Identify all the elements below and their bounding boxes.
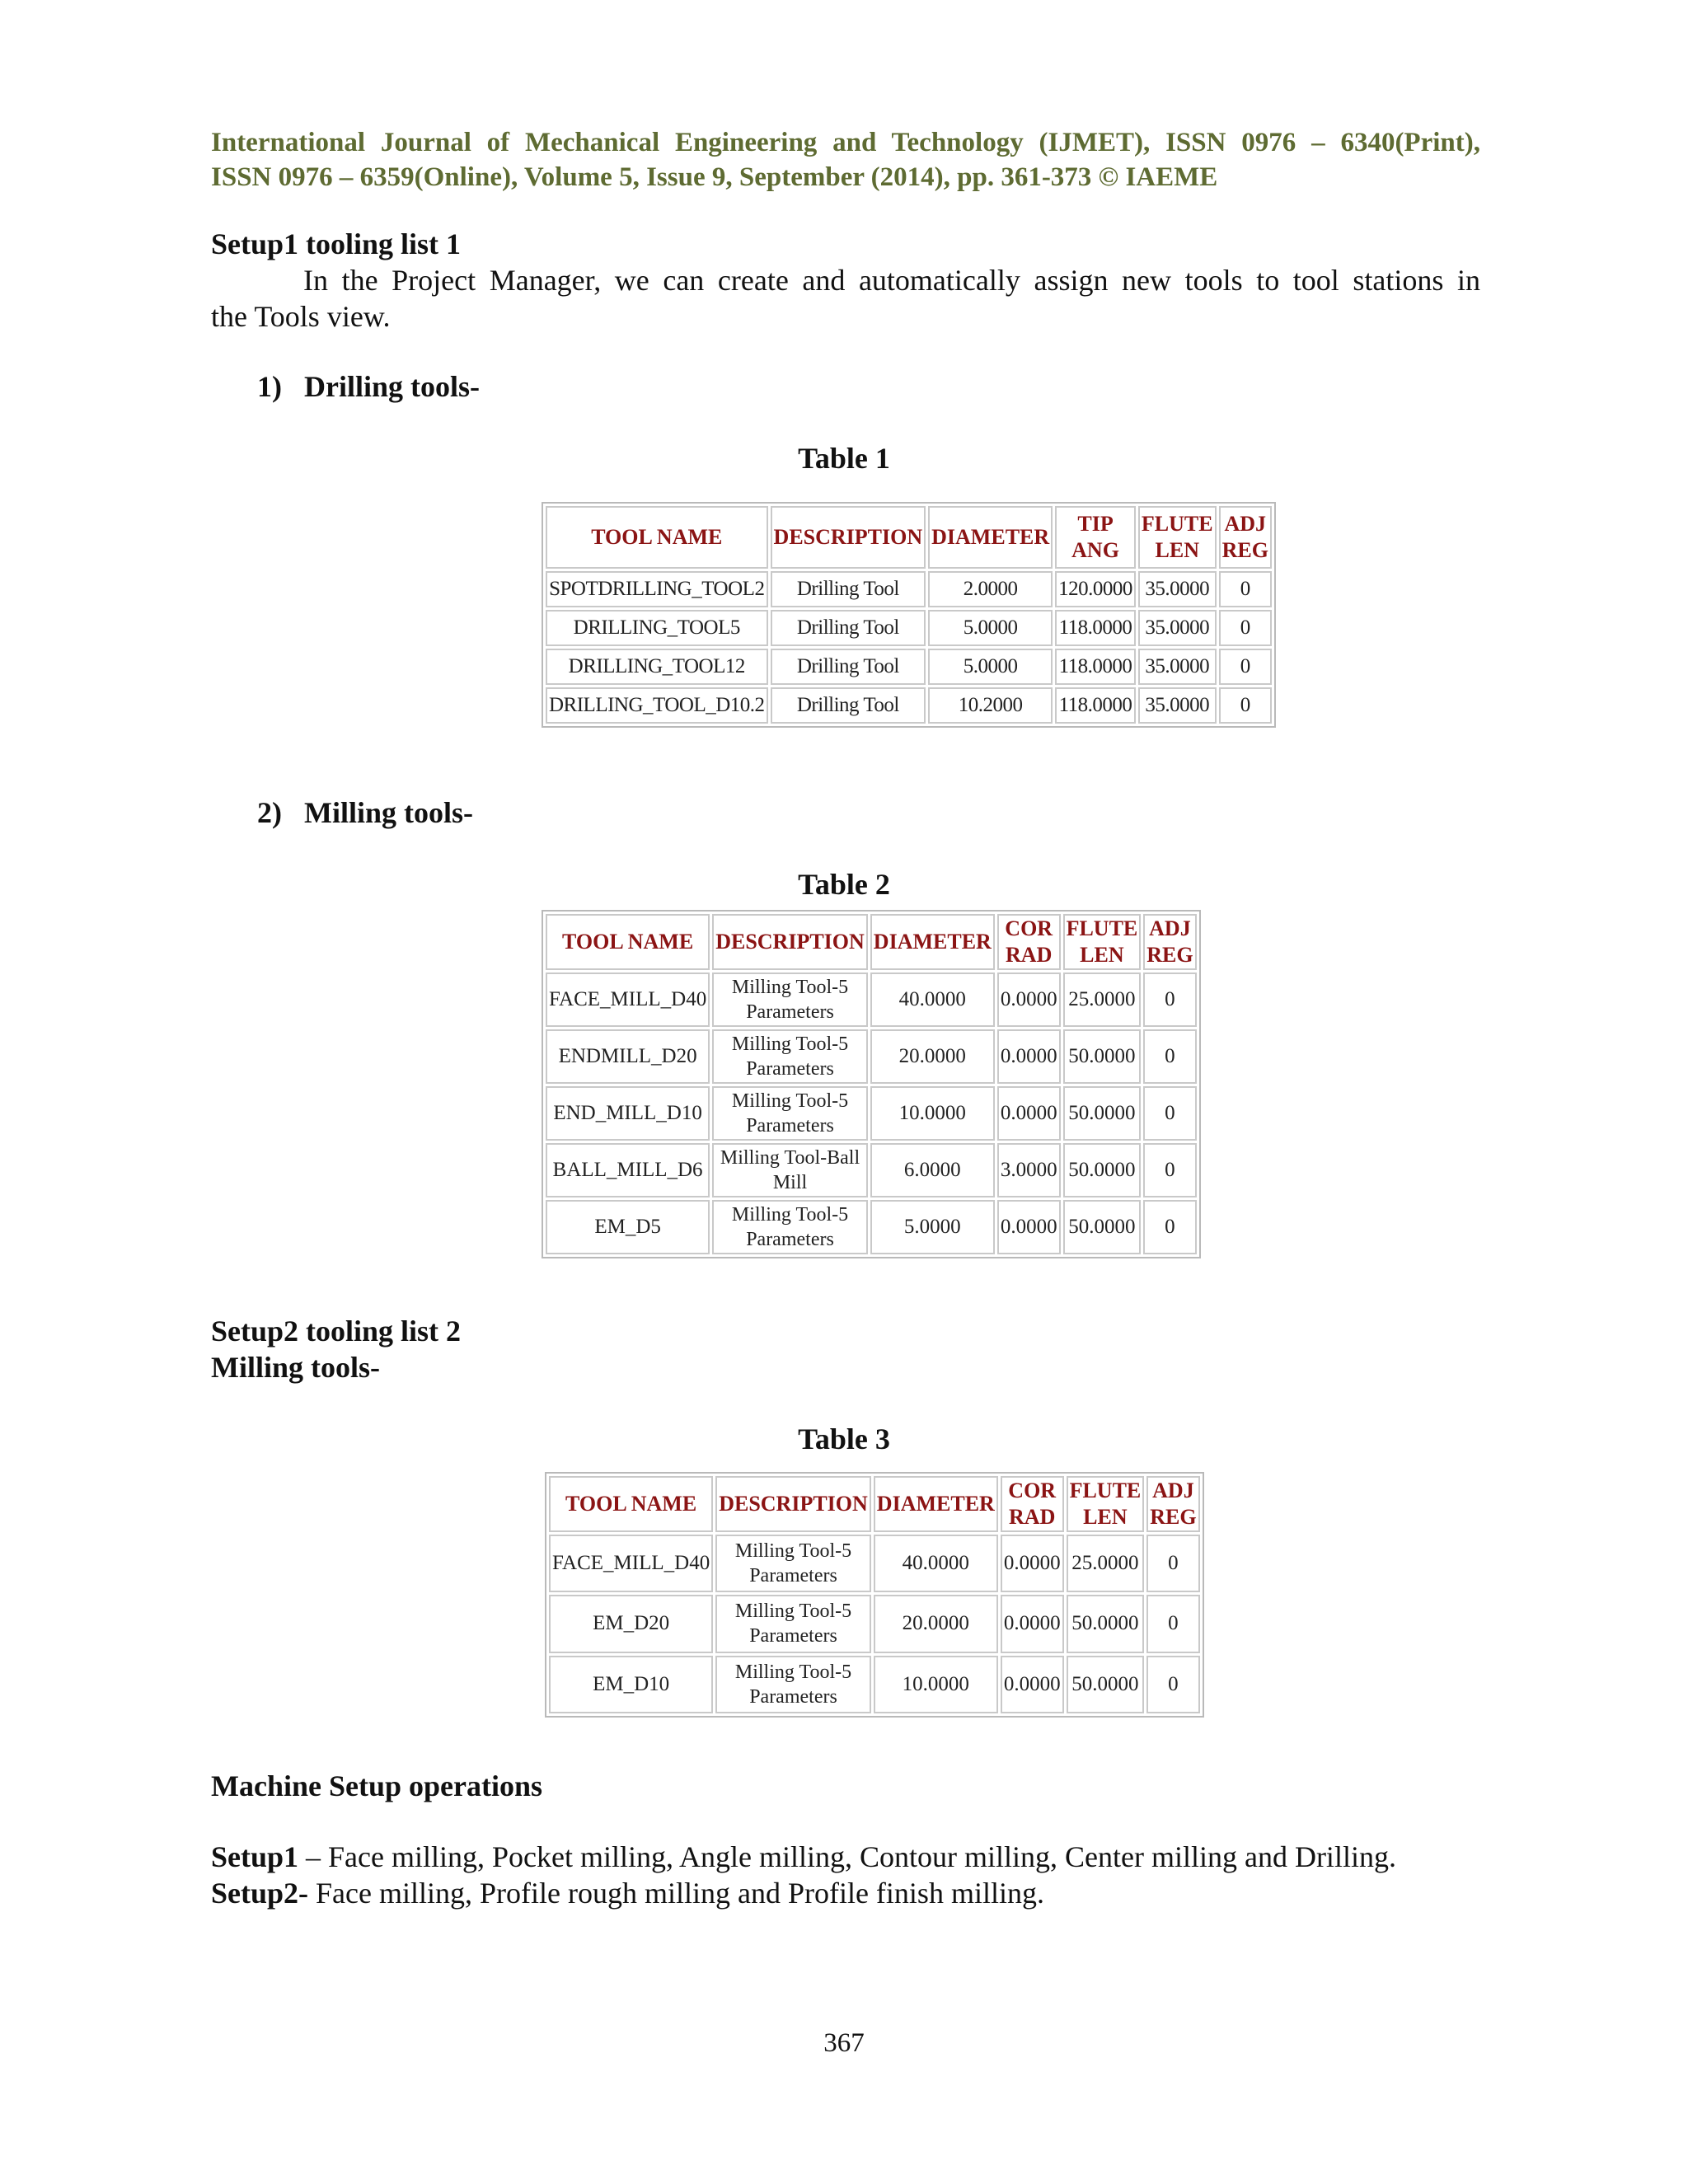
description-cell: Drilling Tool: [771, 687, 926, 724]
column-header: ADJ REG: [1146, 1476, 1199, 1532]
flute-length-cell: 35.0000: [1138, 649, 1217, 685]
column-header: COR RAD: [997, 914, 1061, 970]
tip-angle-cell: 120.0000: [1055, 571, 1136, 607]
flute-length-cell: 35.0000: [1138, 687, 1217, 724]
list-number: 2): [257, 796, 282, 829]
table-row: [549, 1535, 1200, 1592]
diameter-cell: 40.0000: [870, 972, 995, 1027]
adj-reg-cell: 0: [1143, 1029, 1196, 1084]
adj-reg-cell: 0: [1146, 1656, 1199, 1713]
adj-reg-cell: 0: [1143, 972, 1196, 1027]
column-header: DIAMETER: [928, 506, 1053, 569]
description-cell: Milling Tool-5 Parameters: [712, 972, 868, 1027]
setup1-paragraph-line-1: In the Project Manager, we can create and automatically assign new tools to tool stations in: [303, 264, 1480, 297]
table-1-caption: Table 1: [798, 442, 890, 475]
tool-name-cell: ENDMILL_D20: [546, 1029, 710, 1084]
table-row: [546, 687, 1272, 724]
tool-name-cell: FACE_MILL_D40: [546, 972, 710, 1027]
tool-name-cell: EM_D5: [546, 1200, 710, 1254]
table-row: [546, 972, 1197, 1027]
column-header: TOOL NAME: [546, 506, 768, 569]
description-cell: Milling Tool-5 Parameters: [715, 1656, 871, 1713]
description-cell: Drilling Tool: [771, 571, 926, 607]
description-cell: Milling Tool-5 Parameters: [712, 1029, 868, 1084]
table-row: [546, 571, 1272, 607]
tool-name-cell: EM_D10: [549, 1656, 713, 1713]
page-number: 367: [823, 2028, 865, 2058]
flute-length-cell: 35.0000: [1138, 610, 1217, 646]
flute-length-cell: 25.0000: [1063, 972, 1142, 1027]
column-header: FLUTE LEN: [1063, 914, 1142, 970]
adj-reg-cell: 0: [1143, 1143, 1196, 1197]
flute-length-cell: 25.0000: [1067, 1535, 1145, 1592]
list-label: Milling tools-: [304, 796, 473, 829]
adj-reg-cell: 0: [1219, 610, 1272, 646]
tool-name-cell: BALL_MILL_D6: [546, 1143, 710, 1197]
tool-name-cell: EM_D20: [549, 1595, 713, 1652]
adj-reg-cell: 0: [1219, 649, 1272, 685]
diameter-cell: 2.0000: [928, 571, 1053, 607]
tool-name-cell: FACE_MILL_D40: [549, 1535, 713, 1592]
tool-name-cell: END_MILL_D10: [546, 1086, 710, 1141]
adj-reg-cell: 0: [1219, 687, 1272, 724]
corner-radius-cell: 0.0000: [997, 1086, 1061, 1141]
column-header: DIAMETER: [874, 1476, 998, 1532]
column-header: ADJ REG: [1219, 506, 1272, 569]
column-header: COR RAD: [1001, 1476, 1064, 1532]
diameter-cell: 5.0000: [928, 649, 1053, 685]
table-header-row: [546, 506, 1272, 569]
description-cell: Milling Tool-5 Parameters: [715, 1595, 871, 1652]
corner-radius-cell: 0.0000: [1001, 1535, 1064, 1592]
corner-radius-cell: 0.0000: [997, 1200, 1061, 1254]
setup1-operations-label: Setup1: [211, 1840, 299, 1873]
list-label: Drilling tools-: [304, 370, 480, 403]
table-row: [546, 1086, 1197, 1141]
journal-header: [211, 125, 1480, 194]
description-cell: Drilling Tool: [771, 649, 926, 685]
setup1-title: Setup1 tooling list 1: [211, 227, 462, 260]
setup2-operations-label: Setup2-: [211, 1877, 309, 1910]
flute-length-cell: 50.0000: [1063, 1086, 1142, 1141]
drilling-tools-table: [542, 502, 1276, 728]
list-number: 1): [257, 370, 282, 403]
column-header: TIP ANG: [1055, 506, 1136, 569]
table-row: [546, 649, 1272, 685]
setup1-paragraph-line-2: the Tools view.: [211, 300, 391, 333]
setup1-operations: [211, 1839, 1530, 1875]
table-header-row: [546, 914, 1197, 970]
description-cell: Drilling Tool: [771, 610, 926, 646]
setup1-paragraph: [211, 262, 1480, 335]
machine-setup-title: Machine Setup operations: [211, 1769, 543, 1802]
setup2-operations-text: Face milling, Profile rough milling and Profile finish milling.: [308, 1877, 1044, 1910]
column-header: TOOL NAME: [549, 1476, 713, 1532]
column-header: ADJ REG: [1143, 914, 1196, 970]
column-header: DESCRIPTION: [771, 506, 926, 569]
description-cell: Milling Tool-Ball Mill: [712, 1143, 868, 1197]
corner-radius-cell: 0.0000: [997, 1029, 1061, 1084]
column-header: FLUTE LEN: [1138, 506, 1217, 569]
adj-reg-cell: 0: [1219, 571, 1272, 607]
table-row: [546, 1143, 1197, 1197]
table-row: [546, 1029, 1197, 1084]
table-row: [549, 1595, 1200, 1652]
list-item-milling-tools: [257, 794, 473, 831]
corner-radius-cell: 0.0000: [1001, 1656, 1064, 1713]
adj-reg-cell: 0: [1146, 1595, 1199, 1652]
flute-length-cell: 50.0000: [1067, 1595, 1145, 1652]
diameter-cell: 6.0000: [870, 1143, 995, 1197]
flute-length-cell: 50.0000: [1063, 1200, 1142, 1254]
adj-reg-cell: 0: [1143, 1200, 1196, 1254]
journal-header-line-2: ISSN 0976 – 6359(Online), Volume 5, Issue 9, September (2014), pp. 361-373 © IAEME: [211, 162, 1218, 192]
flute-length-cell: 50.0000: [1067, 1656, 1145, 1713]
diameter-cell: 40.0000: [874, 1535, 998, 1592]
adj-reg-cell: 0: [1146, 1535, 1199, 1592]
corner-radius-cell: 0.0000: [1001, 1595, 1064, 1652]
diameter-cell: 10.2000: [928, 687, 1053, 724]
journal-header-line-1: International Journal of Mechanical Engineering and Technology (IJMET), ISSN 0976 – 6340(Print),: [211, 128, 1480, 157]
milling-tools-table-setup1: [542, 910, 1201, 1258]
tool-name-cell: DRILLING_TOOL12: [546, 649, 768, 685]
table-row: [549, 1656, 1200, 1713]
table-header-row: [549, 1476, 1200, 1532]
list-item-drilling-tools: [257, 368, 480, 405]
diameter-cell: 20.0000: [870, 1029, 995, 1084]
description-cell: Milling Tool-5 Parameters: [712, 1086, 868, 1141]
column-header: DIAMETER: [870, 914, 995, 970]
diameter-cell: 5.0000: [928, 610, 1053, 646]
setup2-title: Setup2 tooling list 2: [211, 1315, 462, 1347]
diameter-cell: 20.0000: [874, 1595, 998, 1652]
tip-angle-cell: 118.0000: [1055, 610, 1136, 646]
description-cell: Milling Tool-5 Parameters: [715, 1535, 871, 1592]
tip-angle-cell: 118.0000: [1055, 649, 1136, 685]
tool-name-cell: DRILLING_TOOL_D10.2: [546, 687, 768, 724]
column-header: FLUTE LEN: [1067, 1476, 1145, 1532]
flute-length-cell: 35.0000: [1138, 571, 1217, 607]
column-header: DESCRIPTION: [712, 914, 868, 970]
setup2-subtitle: Milling tools-: [211, 1351, 380, 1384]
diameter-cell: 5.0000: [870, 1200, 995, 1254]
table-3-caption: Table 3: [798, 1422, 890, 1455]
table-2-caption: Table 2: [798, 868, 890, 901]
table-row: [546, 1200, 1197, 1254]
flute-length-cell: 50.0000: [1063, 1143, 1142, 1197]
tool-name-cell: DRILLING_TOOL5: [546, 610, 768, 646]
description-cell: Milling Tool-5 Parameters: [712, 1200, 868, 1254]
column-header: TOOL NAME: [546, 914, 710, 970]
column-header: DESCRIPTION: [715, 1476, 871, 1532]
adj-reg-cell: 0: [1143, 1086, 1196, 1141]
milling-tools-table-setup2: [545, 1472, 1204, 1718]
tool-name-cell: SPOTDRILLING_TOOL2: [546, 571, 768, 607]
tip-angle-cell: 118.0000: [1055, 687, 1136, 724]
diameter-cell: 10.0000: [870, 1086, 995, 1141]
corner-radius-cell: 0.0000: [997, 972, 1061, 1027]
diameter-cell: 10.0000: [874, 1656, 998, 1713]
table-row: [546, 610, 1272, 646]
corner-radius-cell: 3.0000: [997, 1143, 1061, 1197]
setup1-operations-text: – Face milling, Pocket milling, Angle milling, Contour milling, Center milling and Drilling.: [298, 1840, 1396, 1873]
setup2-operations: [211, 1875, 1530, 1911]
flute-length-cell: 50.0000: [1063, 1029, 1142, 1084]
